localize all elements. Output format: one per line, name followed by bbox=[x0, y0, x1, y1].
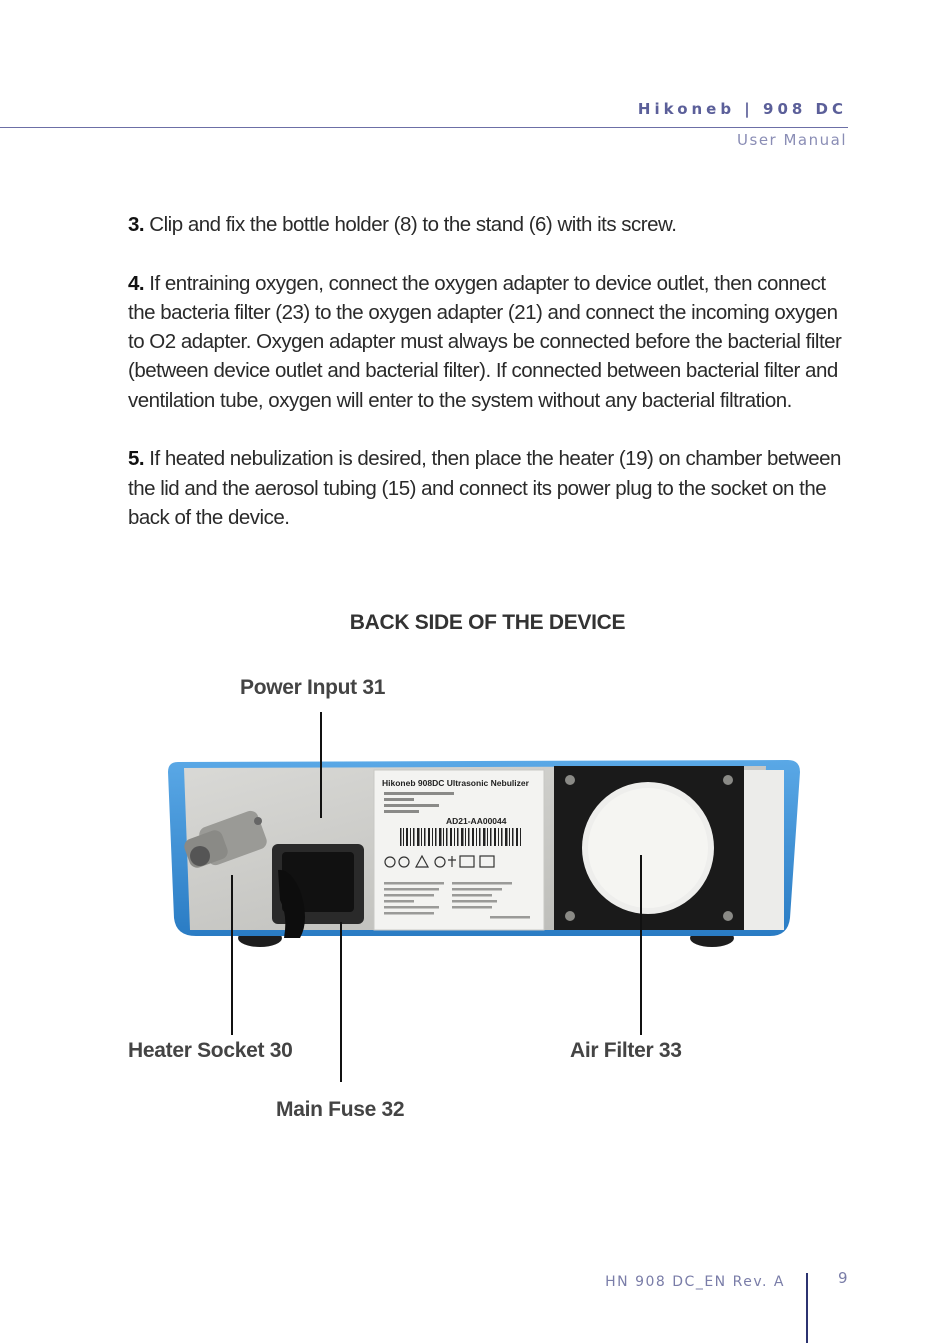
figure-title: BACK SIDE OF THE DEVICE bbox=[349, 611, 626, 634]
step-5 bbox=[128, 444, 848, 532]
page-number: 9 bbox=[838, 1269, 848, 1287]
step-3 bbox=[128, 210, 848, 239]
step-text: Clip and fix the bottle holder (8) to the stand (6) with its screw. bbox=[144, 213, 677, 236]
label-product-name: Hikoneb 908DC Ultrasonic Nebulizer bbox=[382, 778, 529, 788]
footer-revision: HN 908 DC_EN Rev. A bbox=[605, 1274, 785, 1290]
step-text: If entraining oxygen, connect the oxygen adapter to device outlet, then connect the bacteria filter (23) to the oxygen adapter (21) and connect the incoming oxygen to O2 adapter. Oxygen adapter must always be connected before the bacterial filter (between device outlet and bacterial filter). If connected between bacterial filter and ventilation tube, oxygen will enter to the system without any bacterial filtration. bbox=[128, 271, 842, 412]
leader-line-main-fuse bbox=[340, 922, 342, 1082]
step-number: 4. bbox=[128, 271, 145, 295]
label-main-fuse: Main Fuse 32 bbox=[276, 1098, 405, 1121]
step-text: If heated nebulization is desired, then place the heater (19) on chamber between the lid and the aerosol tubing (15) and connect its power plug to the socket on the back of the device. bbox=[128, 447, 841, 529]
instruction-steps bbox=[128, 210, 848, 562]
footer-divider bbox=[806, 1273, 808, 1343]
header-brand: Hikoneb | 908 DC bbox=[637, 100, 847, 118]
leader-line-power-input bbox=[320, 712, 322, 818]
step-4 bbox=[128, 269, 848, 415]
device-back-photo bbox=[160, 740, 810, 955]
label-power-input: Power Input 31 bbox=[240, 676, 386, 699]
device-side-strip bbox=[738, 770, 784, 930]
label-serial-number: AD21-AA00044 bbox=[446, 816, 507, 826]
leader-line-heater-socket bbox=[231, 875, 233, 1035]
label-air-filter: Air Filter 33 bbox=[570, 1039, 682, 1062]
header-subtitle: User Manual bbox=[737, 131, 847, 149]
label-heater-socket: Heater Socket 30 bbox=[128, 1039, 293, 1062]
step-number: 3. bbox=[128, 213, 145, 236]
header-rule bbox=[0, 127, 848, 128]
leader-line-air-filter bbox=[640, 855, 642, 1035]
step-number: 5. bbox=[128, 447, 145, 471]
